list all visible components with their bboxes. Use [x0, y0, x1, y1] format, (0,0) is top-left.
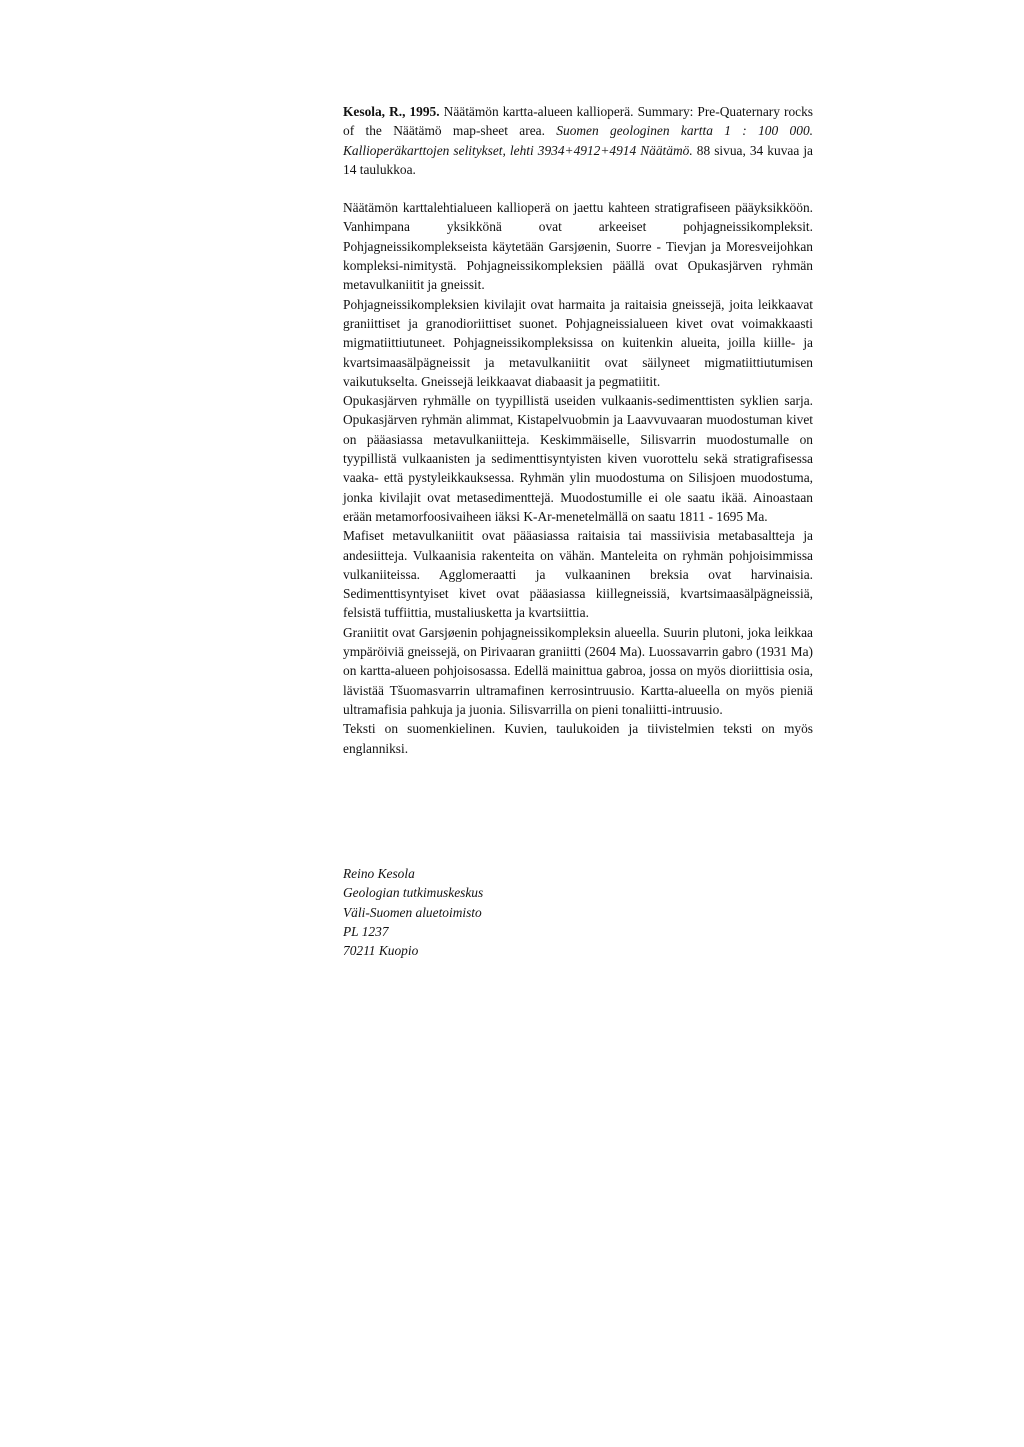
author-name: Reino Kesola [343, 866, 415, 881]
author-organization: Geologian tutkimuskeskus [343, 885, 484, 901]
abstract-paragraph: Opukasjärven ryhmälle on tyypillistä useiden vulkaanis-sedimenttisten syklien sarja. Opukasjärven ryhmän alimmat, Kistapelvuobmin ja Laavvuvaaran muodostuman kivet on pääasiassa metavulkaniitteja. Keskimmäiselle, Silisvarrin muodostumalle on tyypillistä vulkaanisten ja sedimenttisyntyisten kiven vuorottelu sekä stratigrafisessa vaaka- että pystyleikkauksessa. Ryhmän ylin muodostuma on Silisjoen muodostuma, jonka kivilajit ovat metasedimenttejä. Muodostumille ei ole saatu ikää. Ainoastaan erään metamorfoosivaiheen iäksi K-Ar-menetelmällä on saatu 1811 - 1695 Ma. [343, 393, 813, 524]
author-office: Väli-Suomen aluetoimisto [343, 904, 482, 920]
abstract-paragraph: Graniitit ovat Garsjøenin pohjagneissikompleksin alueella. Suurin plutoni, joka leikkaa ympäröiviä gneissejä, on Pirivaaran graniitti (2604 Ma). Luossavarrin gabro (1931 Ma) on kartta-alueen pohjoisosassa. Edellä mainittua gabroa, jossa on myös dioriittisia osia, lävistää Tšuomasvarrin ultramafinen kerrosintruusio. Kartta-alueella on myös pieniä ultramafisia pahkuja ja juonia. Silisvarrilla on pieni tonaliitti-intruusio. [343, 624, 813, 717]
citation [343, 102, 813, 179]
citation-series: Suomen geologinen kartta 1 : 100 000. Kallioperäkarttojen selitykset, lehti 3934+4912+4914 Näätämö. [343, 123, 813, 158]
author-po-box: PL 1237 [343, 923, 389, 939]
abstract-body [343, 198, 813, 758]
citation-extent: 88 sivua, 34 kuvaa ja 14 taulukkoa. [343, 142, 813, 177]
abstract-paragraph: Näätämön karttalehtialueen kallioperä on jaettu kahteen stratigrafiseen pääyksikköön. Vanhimpana yksikkönä ovat arkeeiset pohjagneissikompleksit. Pohjagneissikomplekseista käytetään Garsjøenin, Suorre - Tievjan ja Moresveijohkan kompleksi-nimitystä. Pohjagneissikompleksien päällä ovat Opukasjärven ryhmän metavulkaniitit ja gneissit. [343, 200, 813, 293]
abstract-paragraph: Pohjagneissikompleksien kivilajit ovat harmaita ja raitaisia gneissejä, joita leikkaavat graniittiset ja granodioriittiset suonet. Pohjagneissialueen kivet ovat voimakkaasti migmatiittiutuneet. Pohjagneissikompleksissa on kuitenkin alueita, joilla kiille- ja kvartsimaasälpägneissit ja metavulkaniitit ovat säilyneet migmatiittiutumisen vaikutukselta. Gneissejä leikkaavat diabaasit ja pegmatiitit. [343, 296, 813, 389]
author-address [343, 864, 483, 960]
abstract-paragraph: Mafiset metavulkaniitit ovat pääasiassa raitaisia tai massiivisia metabasaltteja ja andesiitteja. Vulkaanisia rakenteita on vähän. Manteleita on ryhmän pohjoisimmissa vulkaniiteissa. Agglomeraatti ja vulkaaninen breksia ovat harvinaisia. Sedimenttisyntyiset kivet ovat pääasiassa kiillegneissiä, kvartsimaasälpägneissiä, felsistä tuffiittia, mustaliusketta ja kvartsiittia. [343, 528, 813, 621]
citation-title: Näätämön kartta-alueen kallioperä. Summary: Pre-Quaternary rocks of the Näätämö map-sheet area. [343, 104, 813, 139]
abstract-paragraph: Teksti on suomenkielinen. Kuvien, taulukoiden ja tiivistelmien teksti on myös englanniksi. [343, 721, 813, 756]
citation-author-year: Kesola, R., 1995. [343, 104, 440, 119]
author-postal: 70211 Kuopio [343, 943, 419, 959]
abstract-page [343, 102, 813, 758]
